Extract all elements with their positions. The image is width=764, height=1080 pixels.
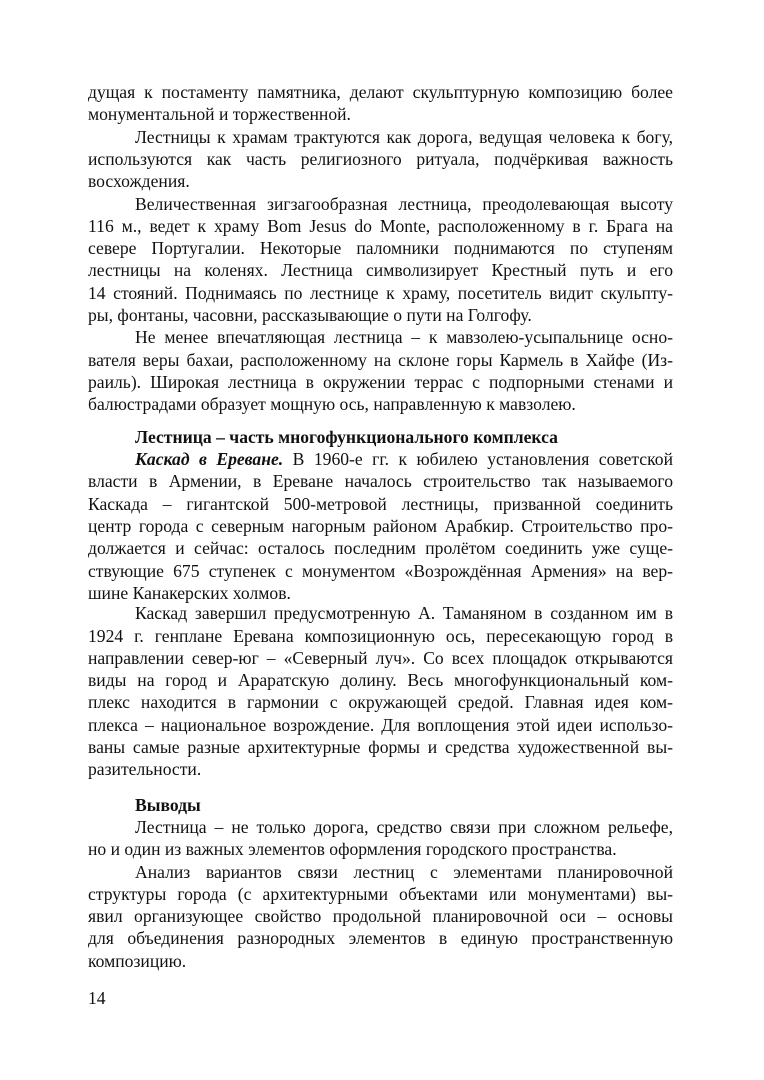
paragraph-conclusion-2-line: композицию. [88, 951, 187, 971]
paragraph-conclusion-2-line: структуры города (с архитектурными объектами или монументами) вы- [88, 884, 673, 904]
paragraph-cascade-lead: Каскад в Ереване. [135, 449, 284, 469]
paragraph-tamanyan-line: плекс находится в гармонии с окружающей средой. Главная идея ком- [88, 692, 673, 712]
paragraph-conclusion-1-line: Лестница – не только дорога, средство связи при сложном рельефе, [135, 817, 673, 837]
paragraph-bahai-line: балюстрадами образует мощную ось, направленную к мавзолею. [88, 394, 576, 414]
paragraph-bom-jesus-line: 14 стояний. Поднимаясь по лестнице к храму, посетитель видит скульпту- [88, 283, 673, 303]
paragraph-cascade-line: власти в Армении, в Ереване началось строительство так называемого [88, 471, 673, 491]
paragraph-tamanyan-line: плекса – национальное возрождение. Для воплощения этой идеи использо- [88, 715, 673, 735]
paragraph-temple-stairs-line: Лестницы к храмам трактуются как дорога, ведущая человека к богу, [135, 127, 673, 147]
paragraph-tamanyan-line: 1924 г. генплане Еревана композиционную ось, пересекающую город в [88, 626, 673, 646]
page-number: 14 [88, 988, 106, 1008]
paragraph-tamanyan-line: ваны самые разные архитектурные формы и средства художественной вы- [88, 737, 673, 757]
paragraph-conclusion-2-line: Анализ вариантов связи лестниц с элементами планировочной [135, 862, 673, 882]
paragraph-cascade-line: ствующие 675 ступенек с монументом «Возрождённая Армения» на вер- [88, 561, 673, 581]
paragraph-cascade-line: центр города с северным нагорным районом Арабкир. Строительство про- [88, 516, 673, 536]
heading-multifunctional-line: Лестница – часть многофункционального комплекса [135, 427, 558, 447]
paragraph-pedestal-line: дущая к постаменту памятника, делают скульптурную композицию более [88, 82, 673, 102]
paragraph-cascade-line [135, 447, 673, 471]
paragraph-bom-jesus-line: лестницы на коленях. Лестница символизирует Крестный путь и его [88, 260, 673, 280]
paragraph-conclusion-1-line: но и один из важных элементов оформления городского пространства. [88, 839, 617, 859]
heading-conclusions-line: Выводы [135, 795, 201, 815]
paragraph-tamanyan-line: направлении север-юг – «Северный луч». Со всех площадок открываются [88, 648, 673, 668]
paragraph-pedestal-line: монументальной и торжественной. [88, 104, 351, 124]
paragraph-tamanyan-line: разительности. [88, 759, 202, 779]
paragraph-cascade-line-text: В 1960-е гг. к юбилею установления советской [283, 449, 673, 469]
paragraph-tamanyan-line: виды на город и Араратскую долину. Весь многофункциональный ком- [88, 670, 673, 690]
paragraph-cascade-line: Каскада – гигантской 500-метровой лестницы, призванной соединить [88, 494, 673, 514]
paragraph-tamanyan-line: Каскад завершил предусмотренную А. Таманяном в созданном им в [135, 603, 673, 623]
paragraph-bom-jesus-line: ры, фонтаны, часовни, рассказывающие о пути на Голгофу. [88, 305, 532, 325]
paragraph-bom-jesus-line: 116 м., ведет к храму Bom Jesus do Monte, расположенному в г. Брага на [88, 216, 673, 236]
paragraph-conclusion-2-line: для объединения разнородных элементов в единую пространственную [88, 928, 673, 948]
paragraph-conclusion-2-line: явил организующее свойство продольной планировочной оси – основы [88, 906, 673, 926]
paragraph-temple-stairs-line: используются как часть религиозного ритуала, подчёркивая важность [88, 149, 673, 169]
paragraph-bahai-line: Не менее впечатляющая лестница – к мавзолею-усыпальнице осно- [135, 327, 673, 347]
paragraph-bahai-line: вателя веры бахаи, расположенному на склоне горы Кармель в Хайфе (Из- [88, 350, 673, 370]
paragraph-bom-jesus-line: Величественная зигзагообразная лестница, преодолевающая высоту [135, 194, 673, 214]
paragraph-temple-stairs-line: восхождения. [88, 171, 190, 191]
paragraph-cascade-line: шине Канакерских холмов. [88, 583, 291, 603]
paragraph-bom-jesus-line: севере Португалии. Некоторые паломники поднимаются по ступеням [88, 238, 673, 258]
paragraph-cascade-line: должается и сейчас: осталось последним пролётом соединить уже суще- [88, 538, 673, 558]
paragraph-bahai-line: раиль). Широкая лестница в окружении террас с подпорными стенами и [88, 372, 673, 392]
